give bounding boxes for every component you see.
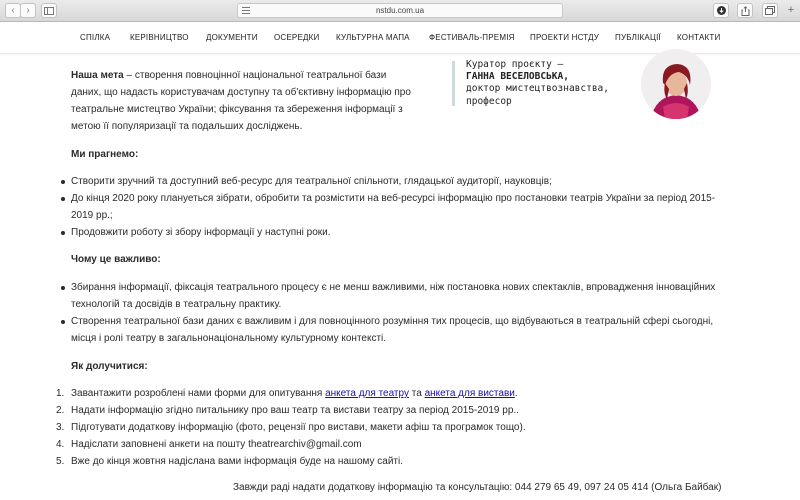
- curator-title: професор: [466, 96, 512, 107]
- aims-item-2a: До кінця 2020 року плануеться зібрати, обробити та розмістити на веб-ресурсі інформацію про постановки театрів України за період 2015-: [71, 193, 716, 204]
- nav-item-union[interactable]: СПІЛКА: [80, 33, 111, 42]
- join-step-2: Надати інформацію згідно питальнику про ваш театр та вистави театру за період 2015-2019 рр..: [71, 405, 519, 416]
- aims-item-3: Продовжити роботу зі збору інформації у наступні роки.: [71, 227, 331, 238]
- download-icon: [717, 6, 726, 15]
- back-button[interactable]: [5, 3, 21, 18]
- step-number: 4.: [56, 439, 65, 450]
- aims-item-1: Створити зручний та доступний веб-ресурс для театральної спільноти, глядацької аудиторії, науковців;: [71, 176, 552, 187]
- join-heading: Як долучитися:: [71, 361, 148, 372]
- tabs-button[interactable]: [762, 3, 778, 18]
- curator-degree: доктор мистецтвознавства,: [466, 83, 609, 94]
- step-1-and: та: [408, 388, 425, 399]
- nav-item-projects[interactable]: ПРОЕКТИ НСТДУ: [530, 33, 600, 42]
- nav-item-publications[interactable]: ПУБЛІКАЦІЇ: [615, 33, 661, 42]
- chevron-left-icon: ‹: [11, 4, 15, 16]
- step-number: 3.: [56, 422, 65, 433]
- bullet-icon: [61, 286, 65, 290]
- new-tab-button[interactable]: [785, 3, 797, 18]
- step-1-text: Завантажити розроблені нами форми для опитування: [71, 388, 326, 399]
- goal-line-1: [71, 67, 386, 84]
- goal-text-1: – створення повноцінної національної театральної бази: [123, 70, 387, 81]
- curator-divider: [452, 61, 455, 106]
- share-icon: [741, 6, 750, 16]
- aims-item-2b: 2019 рр.;: [71, 210, 113, 221]
- nav-item-cultural-map[interactable]: КУЛЬТУРНА МАПА: [336, 33, 410, 42]
- show-form-link[interactable]: анкета для вистави: [424, 388, 515, 399]
- curator-name: ГАННА ВЕСЕЛОВСЬКА,: [466, 71, 569, 82]
- menu-lines-icon: [242, 7, 250, 14]
- contact-info: Завжди раді надати додаткову інформацію та консультацію: 044 279 65 49, 097 24 05 414 (Ольга Байбак): [233, 482, 722, 493]
- step-1-end: .: [514, 388, 518, 399]
- browser-toolbar: [0, 0, 800, 22]
- aims-heading: Ми прагнемо:: [71, 149, 139, 160]
- why-item-1a: Збирання інформації, фіксація театрального процесу є не менш важливими, ніж постановка нових спектаклів, впровадження інноваційних: [71, 282, 716, 293]
- step-number: 5.: [56, 456, 65, 467]
- why-item-2b: місця і ролі театру в загальнонаціональному культурному контексті.: [71, 333, 387, 344]
- goal-line-3: театральне мистецтво України; фіксування та збереження інформації з: [71, 104, 403, 115]
- step-number: 1.: [56, 388, 65, 399]
- join-step-4: Надіслати заповнені анкети на пошту theatrearchiv@gmail.com: [71, 439, 362, 450]
- why-heading: Чому це важливо:: [71, 254, 161, 265]
- curator-label: Куратор проєкту –: [466, 59, 564, 70]
- goal-line-2: даних, що надасть користувачам доступну та об'єктивну інформацію про: [71, 87, 411, 98]
- why-item-1b: технологій та досвідів в театральну практику.: [71, 299, 282, 310]
- join-step-1: [71, 385, 518, 402]
- nav-item-leadership[interactable]: КЕРІВНИЦТВО: [130, 33, 189, 42]
- goal-title: Наша мета: [71, 70, 124, 81]
- nav-item-contacts[interactable]: КОНТАКТИ: [677, 33, 721, 42]
- theatre-form-link[interactable]: анкета для театру: [325, 388, 409, 399]
- tabs-icon: [765, 6, 775, 15]
- join-step-5: Вже до кінця жовтня надіслана вами інформація буде на нашому сайті.: [71, 456, 404, 467]
- address-bar[interactable]: [237, 3, 563, 18]
- url-text: nstdu.com.ua: [375, 6, 425, 15]
- share-button[interactable]: [737, 3, 753, 18]
- join-step-3: Підготувати додаткову інформацію (фото, рецензії про вистави, макети афіш та програмок тощо).: [71, 422, 526, 433]
- step-number: 2.: [56, 405, 65, 416]
- sidebar-icon: [44, 7, 54, 15]
- chevron-right-icon: ›: [26, 4, 30, 16]
- bullet-icon: [61, 197, 65, 201]
- curator-avatar: [641, 49, 711, 119]
- nav-item-branches[interactable]: ОСЕРЕДКИ: [274, 33, 320, 42]
- bullet-icon: [61, 180, 65, 184]
- bullet-icon: [61, 320, 65, 324]
- forward-button[interactable]: [20, 3, 36, 18]
- goal-line-4: метою її популяризації та подальших досліджень.: [71, 121, 303, 132]
- nav-item-festival[interactable]: ФЕСТИВАЛЬ-ПРЕМІЯ: [429, 33, 515, 42]
- nav-item-documents[interactable]: ДОКУМЕНТИ: [206, 33, 258, 42]
- sidebar-button[interactable]: [41, 3, 57, 18]
- downloads-button[interactable]: [713, 3, 729, 18]
- plus-icon: +: [787, 4, 795, 16]
- why-item-2a: Створення театральної бази даних є важливим і для повноцінного розуміння тих процесів, що відбуваються в театральній сфері сьогодні,: [71, 316, 714, 327]
- bullet-icon: [61, 231, 65, 235]
